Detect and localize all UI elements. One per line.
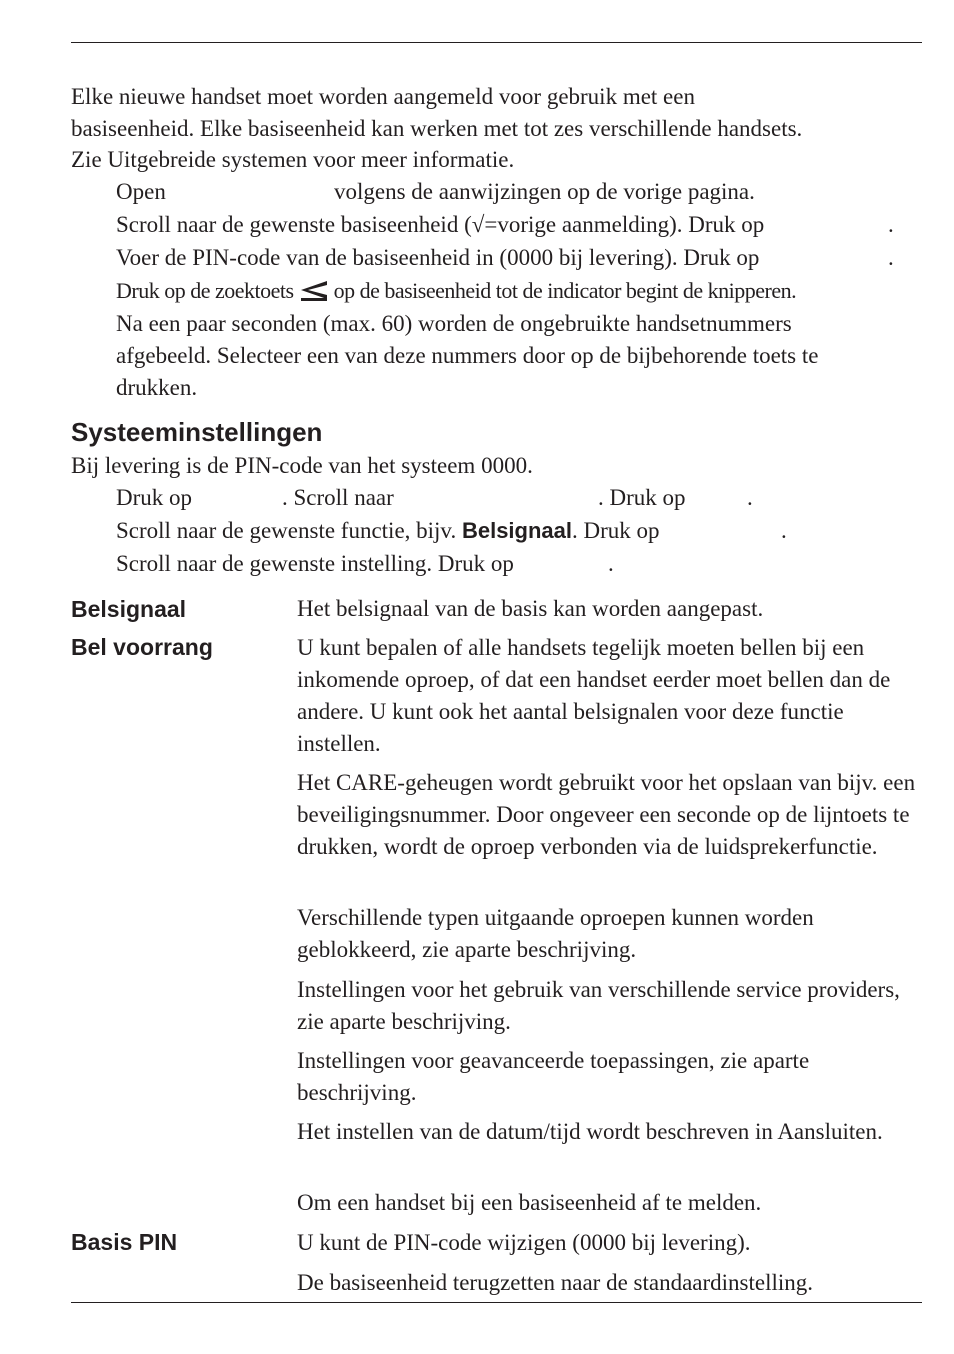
desc-basis-pin: U kunt de PIN-code wijzigen (0000 bij levering). [297,1230,751,1255]
settings-step-2-function: Belsignaal [461,518,572,543]
settings-step-1a: Druk op [116,485,193,510]
step-wait-line-1: Na een paar seconden (max. 60) worden de ongebruikte handsetnummers [116,311,792,336]
step-scroll-base: Scroll naar de gewenste basiseenheid (√=vorige aanmelding). Druk op [116,212,765,237]
settings-step-2 [116,515,660,547]
desc-bel-voorrang: U kunt bepalen of alle handsets tegelijk moeten bellen bij een inkomende oproep, of dat een handset eerder moet bellen dan de andere. U kunt ook het aantal belsignalen voor deze functie instellen. [297,635,891,756]
settings-step-2c: . Druk op [572,518,660,543]
step-enter-pin: Voer de PIN-code van de basiseenheid in (0000 bij levering). Druk op [116,245,760,270]
pin-note: Bij levering is de PIN-code van het systeem 0000. [71,453,533,478]
desc-reset: De basiseenheid terugzetten naar de standaardinstelling. [297,1270,814,1295]
desc-providers: Instellingen voor het gebruik van verschillende service providers, zie aparte beschrijving. [297,977,900,1034]
step-enter-pin-end: . [888,245,894,270]
term-belsignaal: Belsignaal [71,596,187,622]
settings-step-1b: . Scroll naar [282,485,394,510]
settings-step-3b: . [608,551,614,576]
term-basis-pin: Basis PIN [71,1229,178,1255]
step-wait-line-3: drukken. [116,375,198,400]
intro-line-1: Elke nieuwe handset moet worden aangemeld voor gebruik met een [71,84,695,109]
step-search-key-a: Druk op de zoektoets [116,278,294,303]
intro-line-2: basiseenheid. Elke basiseenheid kan werken met tot zes verschillende handsets. [71,116,803,141]
section-heading: Systeeminstellingen [71,417,323,447]
term-bel-voorrang: Bel voorrang [71,634,213,660]
step-search-key-b: op de basiseenheid tot de indicator begint de knipperen. [333,278,797,303]
desc-care: Het CARE-geheugen wordt gebruikt voor het opslaan van bijv. een beveiligingsnummer. Door ongeveer een seconde op de lijntoets te drukken, wordt de oproep verbonden via de luidsprekerfunctie. [297,770,916,859]
desc-belsignaal: Het belsignaal van de basis kan worden aangepast. [297,596,764,621]
settings-step-1c: . Druk op [598,485,686,510]
top-rule [71,42,922,43]
desc-datum: Het instellen van de datum/tijd wordt beschreven in Aansluiten. [297,1119,883,1144]
settings-step-1d: . [747,485,753,510]
step-open-a: Open [116,179,166,204]
settings-step-2a: Scroll naar de gewenste functie, bijv. [116,518,457,543]
step-scroll-base-end: . [888,212,894,237]
bottom-rule [71,1302,922,1303]
desc-blokkering: Verschillende typen uitgaande oproepen kunnen worden geblokkeerd, zie aparte beschrijving. [297,905,814,962]
step-wait-line-2: afgebeeld. Selecteer een van deze nummers door op de bijbehorende toets te [116,343,819,368]
step-open-b: volgens de aanwijzingen op de vorige pagina. [334,179,755,204]
search-key-icon [299,278,329,310]
step-search-key [116,275,796,310]
settings-step-3a: Scroll naar de gewenste instelling. Druk op [116,551,514,576]
settings-step-2d: . [781,518,787,543]
intro-line-3: Zie Uitgebreide systemen voor meer informatie. [71,147,515,172]
desc-geavanceerd: Instellingen voor geavanceerde toepassingen, zie aparte beschrijving. [297,1048,810,1105]
desc-afmelden: Om een handset bij een basiseenheid af te melden. [297,1190,762,1215]
